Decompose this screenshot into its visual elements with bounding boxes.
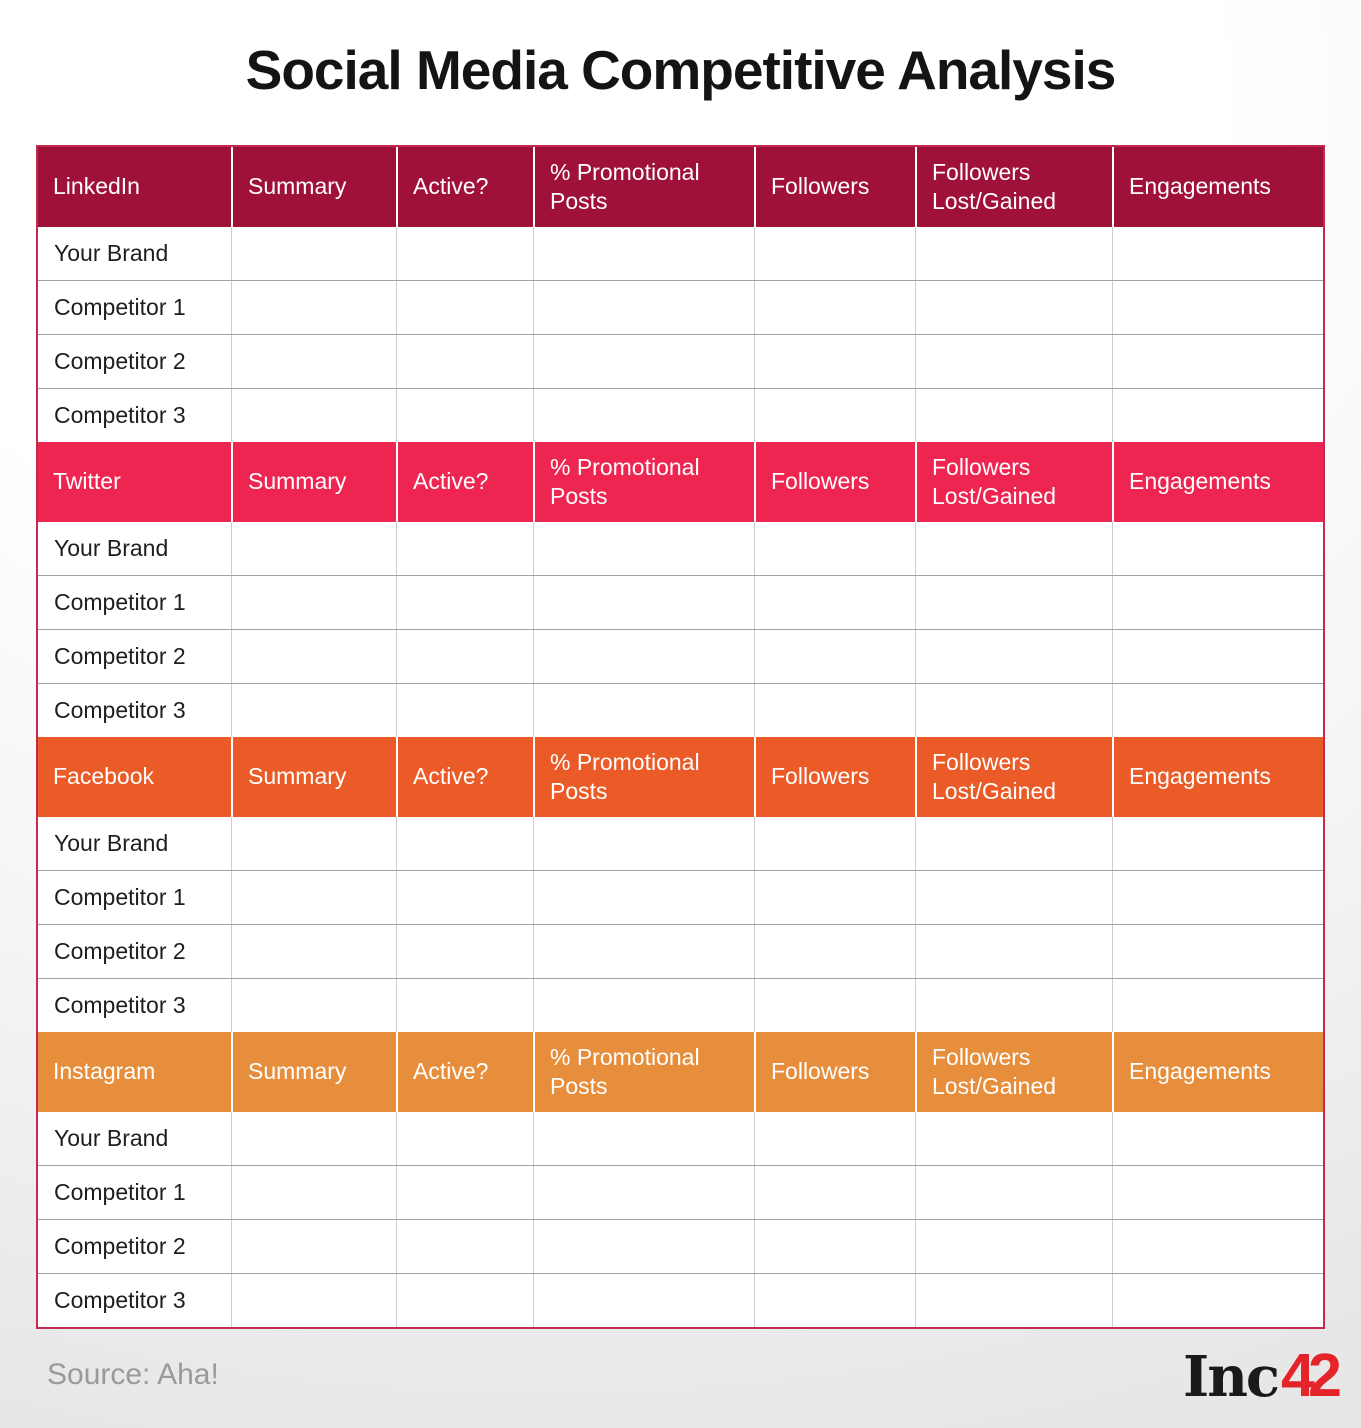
column-header-cell: Summary [231, 1032, 396, 1112]
empty-data-cell [396, 1274, 533, 1327]
row-label-cell: Competitor 3 [54, 992, 186, 1018]
empty-data-cell [915, 979, 1112, 1032]
table-row [38, 522, 1323, 575]
table-row [38, 1219, 1323, 1273]
row-label-cell: Your Brand [54, 830, 169, 856]
empty-data-cell [754, 871, 915, 924]
empty-data-cell [915, 817, 1112, 870]
empty-data-cell [915, 1112, 1112, 1165]
empty-data-cell [396, 979, 533, 1032]
row-label-cell: Competitor 1 [54, 294, 186, 320]
empty-data-cell [915, 281, 1112, 334]
empty-data-cell [915, 576, 1112, 629]
empty-data-cell [915, 1274, 1112, 1327]
table-row [38, 334, 1323, 388]
column-header-cell: Summary [231, 442, 396, 522]
empty-data-cell [396, 817, 533, 870]
empty-data-cell [396, 1166, 533, 1219]
column-header-cell: % Promotional Posts [533, 442, 754, 522]
empty-data-cell [1112, 1274, 1323, 1327]
empty-data-cell [754, 1112, 915, 1165]
empty-data-cell [754, 227, 915, 280]
platform-header-cell: Facebook [53, 763, 155, 790]
empty-data-cell [396, 1112, 533, 1165]
table-row [38, 388, 1323, 442]
table-row [38, 683, 1323, 737]
empty-data-cell [533, 871, 754, 924]
empty-data-cell [533, 630, 754, 683]
empty-data-cell [754, 281, 915, 334]
section-twitter [38, 442, 1323, 737]
empty-data-cell [533, 1274, 754, 1327]
empty-data-cell [754, 1274, 915, 1327]
row-label-cell: Your Brand [54, 535, 169, 561]
page-title: Social Media Competitive Analysis [245, 39, 1116, 101]
empty-data-cell [396, 227, 533, 280]
empty-data-cell [231, 630, 396, 683]
empty-data-cell [231, 1112, 396, 1165]
empty-data-cell [231, 389, 396, 442]
empty-data-cell [231, 1274, 396, 1327]
empty-data-cell [533, 576, 754, 629]
column-header-cell: % Promotional Posts [533, 737, 754, 817]
logo-42-text: 42 [1281, 1341, 1335, 1409]
column-header-cell: Followers [754, 1032, 915, 1112]
column-header-cell: Summary [231, 147, 396, 227]
empty-data-cell [231, 1166, 396, 1219]
column-header-cell: Engagements [1112, 737, 1323, 817]
empty-data-cell [915, 925, 1112, 978]
logo-inc-text: Inc [1183, 1344, 1279, 1410]
row-label-cell: Competitor 2 [54, 1233, 186, 1259]
column-header-cell: Followers Lost/Gained [915, 442, 1112, 522]
empty-data-cell [754, 522, 915, 575]
empty-data-cell [533, 227, 754, 280]
empty-data-cell [396, 871, 533, 924]
empty-data-cell [533, 389, 754, 442]
row-label-cell: Competitor 2 [54, 643, 186, 669]
table-row [38, 817, 1323, 870]
column-header-cell: Followers Lost/Gained [915, 147, 1112, 227]
empty-data-cell [915, 684, 1112, 737]
empty-data-cell [1112, 1112, 1323, 1165]
empty-data-cell [231, 281, 396, 334]
table-row [38, 227, 1323, 280]
empty-data-cell [396, 281, 533, 334]
row-label-cell: Your Brand [54, 240, 169, 266]
empty-data-cell [231, 576, 396, 629]
empty-data-cell [533, 1220, 754, 1273]
empty-data-cell [754, 335, 915, 388]
empty-data-cell [231, 522, 396, 575]
column-header-cell: Engagements [1112, 442, 1323, 522]
empty-data-cell [1112, 817, 1323, 870]
empty-data-cell [533, 925, 754, 978]
empty-data-cell [754, 979, 915, 1032]
analysis-table [36, 145, 1325, 1329]
empty-data-cell [533, 281, 754, 334]
row-label-cell: Competitor 1 [54, 589, 186, 615]
column-header-cell: Followers [754, 442, 915, 522]
section-header-row [38, 1032, 1323, 1112]
table-row [38, 870, 1323, 924]
empty-data-cell [533, 979, 754, 1032]
column-header-cell: Engagements [1112, 1032, 1323, 1112]
platform-header-cell: LinkedIn [53, 173, 140, 200]
empty-data-cell [396, 684, 533, 737]
empty-data-cell [915, 1220, 1112, 1273]
empty-data-cell [231, 227, 396, 280]
inc42-logo [1183, 1340, 1335, 1410]
row-label-cell: Competitor 2 [54, 348, 186, 374]
column-header-cell: Followers [754, 147, 915, 227]
section-header-row [38, 147, 1323, 227]
empty-data-cell [1112, 630, 1323, 683]
empty-data-cell [754, 684, 915, 737]
empty-data-cell [231, 335, 396, 388]
empty-data-cell [915, 630, 1112, 683]
empty-data-cell [396, 522, 533, 575]
empty-data-cell [533, 522, 754, 575]
empty-data-cell [396, 389, 533, 442]
row-label-cell: Competitor 1 [54, 1179, 186, 1205]
empty-data-cell [396, 630, 533, 683]
section-header-row [38, 442, 1323, 522]
empty-data-cell [1112, 979, 1323, 1032]
column-header-cell: Active? [396, 442, 533, 522]
empty-data-cell [396, 1220, 533, 1273]
empty-data-cell [231, 684, 396, 737]
empty-data-cell [1112, 925, 1323, 978]
table-row [38, 1273, 1323, 1327]
column-header-cell: Active? [396, 147, 533, 227]
empty-data-cell [754, 389, 915, 442]
row-label-cell: Competitor 1 [54, 884, 186, 910]
empty-data-cell [1112, 227, 1323, 280]
empty-data-cell [754, 630, 915, 683]
table-row [38, 924, 1323, 978]
empty-data-cell [533, 1166, 754, 1219]
empty-data-cell [1112, 1166, 1323, 1219]
empty-data-cell [915, 389, 1112, 442]
empty-data-cell [1112, 684, 1323, 737]
column-header-cell: Active? [396, 1032, 533, 1112]
empty-data-cell [754, 925, 915, 978]
column-header-cell: % Promotional Posts [533, 147, 754, 227]
row-label-cell: Competitor 3 [54, 402, 186, 428]
table-row [38, 1165, 1323, 1219]
empty-data-cell [396, 925, 533, 978]
row-label-cell: Competitor 3 [54, 697, 186, 723]
column-header-cell: Followers Lost/Gained [915, 1032, 1112, 1112]
table-row [38, 575, 1323, 629]
column-header-cell: Engagements [1112, 147, 1323, 227]
empty-data-cell [1112, 335, 1323, 388]
empty-data-cell [1112, 1220, 1323, 1273]
platform-header-cell: Instagram [53, 1058, 156, 1085]
empty-data-cell [231, 817, 396, 870]
empty-data-cell [231, 871, 396, 924]
empty-data-cell [533, 684, 754, 737]
row-label-cell: Competitor 2 [54, 938, 186, 964]
table-row [38, 978, 1323, 1032]
empty-data-cell [396, 335, 533, 388]
empty-data-cell [915, 522, 1112, 575]
platform-header-cell: Twitter [53, 468, 121, 495]
empty-data-cell [1112, 389, 1323, 442]
empty-data-cell [533, 1112, 754, 1165]
empty-data-cell [915, 335, 1112, 388]
section-instagram [38, 1032, 1323, 1327]
empty-data-cell [1112, 576, 1323, 629]
empty-data-cell [1112, 522, 1323, 575]
column-header-cell: Summary [231, 737, 396, 817]
column-header-cell: Followers [754, 737, 915, 817]
row-label-cell: Competitor 3 [54, 1287, 186, 1313]
empty-data-cell [231, 1220, 396, 1273]
table-row [38, 629, 1323, 683]
empty-data-cell [533, 817, 754, 870]
source-caption: Source: Aha! [47, 1358, 219, 1391]
empty-data-cell [754, 1166, 915, 1219]
empty-data-cell [915, 871, 1112, 924]
empty-data-cell [231, 979, 396, 1032]
empty-data-cell [1112, 281, 1323, 334]
section-linkedin [38, 147, 1323, 442]
empty-data-cell [1112, 871, 1323, 924]
row-label-cell: Your Brand [54, 1125, 169, 1151]
empty-data-cell [754, 1220, 915, 1273]
section-header-row [38, 737, 1323, 817]
empty-data-cell [396, 576, 533, 629]
table-row [38, 280, 1323, 334]
column-header-cell: Followers Lost/Gained [915, 737, 1112, 817]
column-header-cell: Active? [396, 737, 533, 817]
column-header-cell: % Promotional Posts [533, 1032, 754, 1112]
empty-data-cell [915, 227, 1112, 280]
empty-data-cell [915, 1166, 1112, 1219]
empty-data-cell [533, 335, 754, 388]
empty-data-cell [231, 925, 396, 978]
section-facebook [38, 737, 1323, 1032]
empty-data-cell [754, 817, 915, 870]
table-row [38, 1112, 1323, 1165]
empty-data-cell [754, 576, 915, 629]
